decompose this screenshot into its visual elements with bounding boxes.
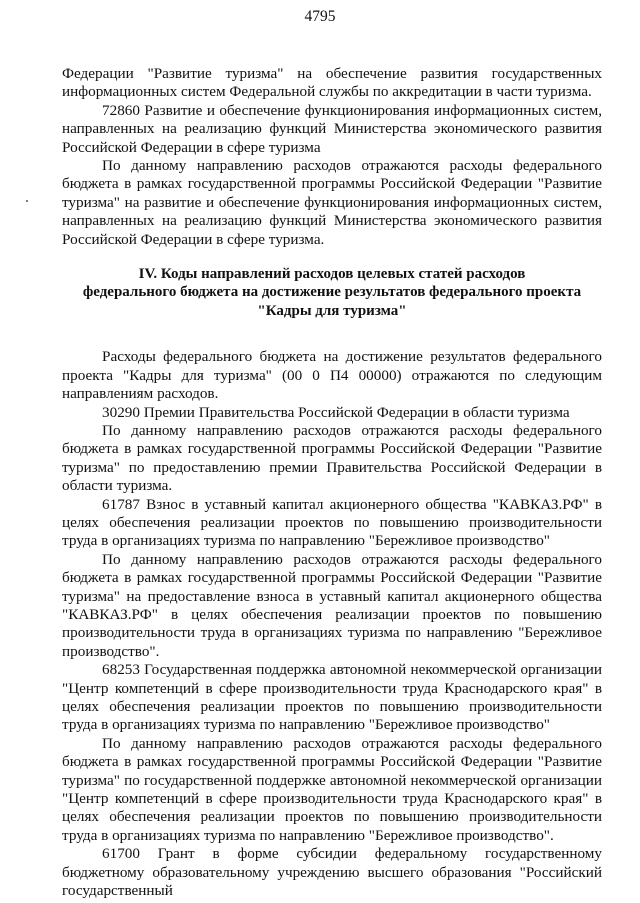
paragraph: 61787 Взнос в уставный капитал акционерного общества "КАВКАЗ.РФ" в целях обеспечения реализации проектов по повышению производительности труда в организациях туризма по направлению "Бережливое производство" [62,495,602,550]
section-heading [62,265,602,320]
paragraph: По данному направлению расходов отражаются расходы федерального бюджета в рамках государственной программы Российской Федерации "Развитие туризма" на предоставление взноса в уставный капитал акционерного общества "КАВКАЗ.РФ" в целях обеспечения реализации проектов по повышению производительности труда в организациях туризма по направлению "Бережливое производство". [62,550,602,660]
page-number: 4795 [304,8,336,25]
paragraph: 61700 Грант в форме субсидии федеральному государственному бюджетному образовательному учреждению высшего образования "Российский государственный [62,845,602,900]
scan-speck [26,200,28,202]
paragraph: По данному направлению расходов отражаются расходы федерального бюджета в рамках государственной программы Российской Федерации "Развитие туризма" по предоставлению премии Правительства Российской Федерации в области туризма. [62,421,602,495]
heading-line: "Кадры для туризма" [257,302,407,319]
paragraph: По данному направлению расходов отражаются расходы федерального бюджета в рамках государственной программы Российской Федерации "Развитие туризма" по государственной поддержке автономной некоммерческой организации "Центр компетенций в сфере производительности труда Краснодарского края" в целях обеспечения реализации проектов по повышению производительности труда в организациях туризма по направлению "Бережливое производство". [62,734,602,844]
paragraph: 72860 Развитие и обеспечение функционирования информационных систем, направленных на реализацию функций Министерства экономического развития Российской Федерации в сфере туризма [62,101,602,156]
document-body [62,65,602,900]
paragraph: 68253 Государственная поддержка автономной некоммерческой организации "Центр компетенций в сфере производительности труда Краснодарского края" в целях обеспечения реализации проектов по повышению производительности труда в организациях туризма по направлению "Бережливое производство" [62,661,602,734]
paragraph: Федерации "Развитие туризма" на обеспечение развития государственных информационных систем Федеральной службы по аккредитации в части туризма. [62,65,602,101]
paragraph: Расходы федерального бюджета на достижение результатов федерального проекта "Кадры для туризма" (00 0 П4 00000) отражаются по следующим направлениям расходов. [62,348,602,403]
paragraph: По данному направлению расходов отражаются расходы федерального бюджета в рамках государственной программы Российской Федерации "Развитие туризма" на развитие и обеспечение функционирования информационных систем, направленных на реализацию функций Министерства экономического развития Российской Федерации в сфере туризма. [62,157,602,248]
heading-line: федерального бюджета на достижение результатов федерального проекта [82,284,582,301]
paragraph: 30290 Премии Правительства Российской Федерации в области туризма [102,403,570,421]
heading-line: IV. Коды направлений расходов целевых статей расходов [138,266,526,283]
